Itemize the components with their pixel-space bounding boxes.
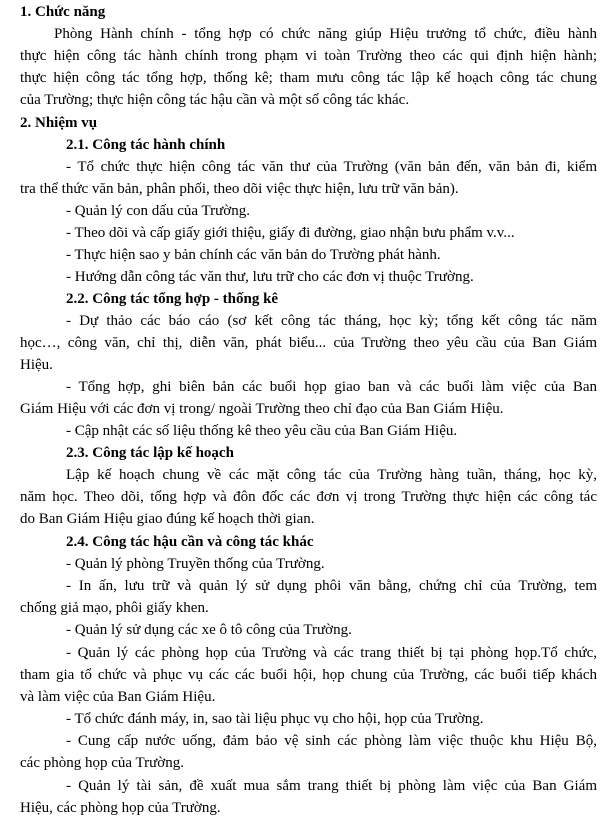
paragraph-line: chống giả mạo, phôi giấy khen. xyxy=(20,600,209,616)
list-item: - Cập nhật các số liệu thống kê theo yêu cầu của Ban Giám Hiệu. xyxy=(66,423,458,439)
paragraph-line: Phòng Hành chính - tổng hợp có chức năng giúp Hiệu trưởng tổ chức, điều hành xyxy=(54,26,597,42)
list-item: - Theo dõi và cấp giấy giới thiệu, giấy đi đường, giao nhận bưu phẩm v.v... xyxy=(66,225,515,241)
subsection-heading: 2.1. Công tác hành chính xyxy=(66,137,226,153)
paragraph-line: - Dự thảo các báo cáo (sơ kết công tác tháng, học kỳ; tổng kết công tác năm xyxy=(66,313,597,329)
subsection-heading: 2.2. Công tác tổng hợp - thống kê xyxy=(66,291,279,307)
paragraph-line: Hiệu. xyxy=(20,357,53,373)
paragraph-line: Lập kế hoạch chung về các mặt công tác của Trường hàng tuần, tháng, học kỳ, xyxy=(66,467,597,483)
list-item: - Thực hiện sao y bản chính các văn bản do Trường phát hành. xyxy=(66,247,441,263)
list-item: - Tổ chức đánh máy, in, sao tài liệu phục vụ cho hội, họp của Trường. xyxy=(66,711,484,727)
section-2-heading: 2. Nhiệm vụ xyxy=(20,115,98,131)
paragraph-line: - Tổng hợp, ghi biên bản các buổi họp giao ban và các buổi làm việc của Ban xyxy=(66,379,597,395)
list-item: - Quản lý con dấu của Trường. xyxy=(66,203,250,219)
paragraph-line: thực hiện công tác hành chính trong phạm vi toàn Trường theo các qui định hiện hành; xyxy=(20,48,597,64)
paragraph-line: - Cung cấp nước uống, đảm bảo vệ sinh các phòng làm việc thuộc khu Hiệu Bộ, xyxy=(66,733,597,749)
paragraph-line: Hiệu, các phòng họp của Trường. xyxy=(20,800,221,816)
paragraph-line: do Ban Giám Hiệu giao đúng kế hoạch thời gian. xyxy=(20,511,315,527)
paragraph-line: - Quản lý các phòng họp của Trường và các trang thiết bị tại phòng họp.Tổ chức, xyxy=(66,645,597,661)
list-item: - Hướng dẫn công tác văn thư, lưu trữ cho các đơn vị thuộc Trường. xyxy=(66,269,474,285)
paragraph-line: năm học. Theo dõi, tổng hợp và đôn đốc các đơn vị trong Trường thực hiện các công tác xyxy=(20,489,597,505)
paragraph-line: học…, công văn, chỉ thị, diễn văn, phát biểu... của Trường theo yêu cầu của Ban Giám xyxy=(20,335,597,351)
paragraph-line: và làm việc của Ban Giám Hiệu. xyxy=(20,689,216,705)
list-item: - Quản lý phòng Truyền thống của Trường. xyxy=(66,556,325,572)
list-item: - Quản lý sử dụng các xe ô tô công của Trường. xyxy=(66,622,352,638)
paragraph-line: - Tổ chức thực hiện công tác văn thư của Trường (văn bản đến, văn bản đi, kiểm xyxy=(66,159,597,175)
paragraph-line: Giám Hiệu với các đơn vị trong/ ngoài Trường theo chỉ đạo của Ban Giám Hiệu. xyxy=(20,401,504,417)
paragraph-line: - Quản lý tài sản, đề xuất mua sắm trang thiết bị phòng làm việc của Ban Giám xyxy=(66,778,597,794)
paragraph-line: - In ấn, lưu trữ và quản lý sử dụng phôi văn bằng, chứng chỉ của Trường, tem xyxy=(66,578,597,594)
paragraph-line: thực hiện công tác tổng hợp, thống kê; tham mưu công tác lập kế hoạch công tác chung xyxy=(20,70,597,86)
paragraph-line: tham gia tổ chức và phục vụ các các buổi hội, họp chung của Trường, các buổi tiếp khách xyxy=(20,667,597,683)
paragraph-line: tra thể thức văn bản, phân phối, theo dõi việc thực hiện, lưu trữ văn bản). xyxy=(20,181,459,197)
paragraph-line: của Trường; thực hiện công tác hậu cần và một số công tác khác. xyxy=(20,92,410,108)
subsection-heading: 2.3. Công tác lập kế hoạch xyxy=(66,445,234,461)
section-1-heading: 1. Chức năng xyxy=(20,4,106,20)
paragraph-line: các phòng họp của Trường. xyxy=(20,755,184,771)
subsection-heading: 2.4. Công tác hậu cần và công tác khác xyxy=(66,534,314,550)
